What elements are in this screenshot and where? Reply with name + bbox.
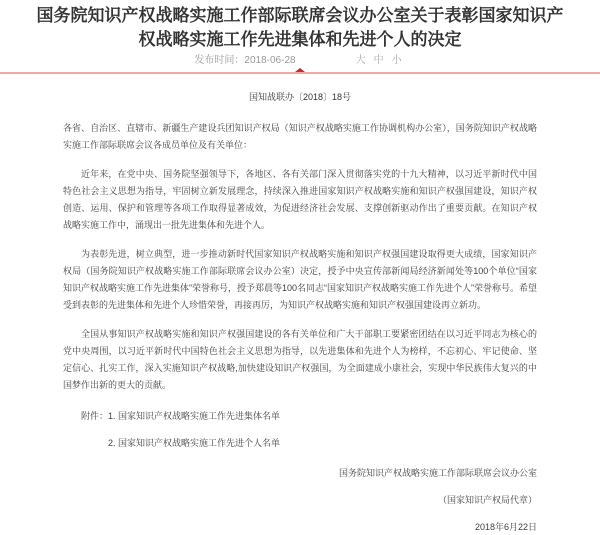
attachments-label: 附件： bbox=[81, 411, 109, 421]
font-size-small-button[interactable]: 小 bbox=[391, 54, 402, 66]
attachment-item-2: 2. 国家知识产权战略实施工作先进个人名单 bbox=[108, 438, 281, 448]
publish-date-label: 发布时间： bbox=[194, 54, 245, 66]
paragraph-3: 全国从事知识产权战略实施和知识产权强国建设的各有关单位和广大干部职工要紧密团结在以习近平同志为核心的党中央周围，以习近平新时代中国特色社会主义思想为指导，以先进集体和先进个人为榜样，不忘初心、牢记使命、坚定信心、扎实工作，深入实施知识产权战略,加快建设知识产权强国，为全面建成小康社会，实现中华民族伟大复兴的中国梦作出新的更大的贡献。 bbox=[63, 329, 537, 390]
signature-seal-note: （国家知识产权局代章） bbox=[437, 495, 537, 505]
attachment-item-1: 1. 国家知识产权战略实施工作先进集体名单 bbox=[108, 411, 281, 421]
meta-bar bbox=[0, 52, 600, 64]
divider-marker-icon bbox=[295, 68, 305, 72]
attachment-line-2 bbox=[63, 435, 537, 452]
signature-date: 2018年6月22日 bbox=[474, 522, 537, 532]
signature-block bbox=[63, 465, 537, 535]
section-divider bbox=[0, 72, 600, 74]
document-number: 国知战联办〔2018〕18号 bbox=[248, 92, 352, 102]
attachment-line-1 bbox=[63, 408, 537, 425]
paragraph-1: 近年来，在党中央、国务院坚强领导下，各地区、各有关部门深入贯彻落实党的十九大精神，以习近平新时代中国特色社会主义思想为指导，牢固树立新发展理念，持续深入推进国家知识产权战略实施和知识产权强国建设，知识产权创造、运用、保护和管理等各项工作取得显著成效，为促进经济社会发展、支撑创新驱动作出了重要贡献。在知识产权战略实施工作中，涌现出一批先进集体和先进个人。 bbox=[63, 169, 537, 230]
article-body bbox=[0, 89, 600, 535]
font-size-large-button[interactable]: 大 bbox=[355, 54, 366, 66]
publish-date-value: 2018-06-28 bbox=[244, 54, 296, 66]
font-size-controls bbox=[352, 51, 406, 66]
paragraph-2: 为表彰先进，树立典型，进一步推动新时代国家知识产权战略实施和知识产权强国建设取得更大成绩，国家知识产权局（国务院知识产权战略实施工作部际联席会议办公室）决定，授予中央宣传部新闻局经济新闻处等100个单位“国家知识产权战略实施工作先进集体”荣誉称号，授予郑晨等100名同志“国家知识产权战略实施工作先进个人”荣誉称号。希望受到表彰的先进集体和先进个人珍惜荣誉，再接再厉，为知识产权战略实施和知识产权强国建设再立新功。 bbox=[63, 249, 538, 310]
font-size-medium-button[interactable]: 中 bbox=[373, 54, 384, 66]
publish-date bbox=[194, 51, 295, 66]
article-title: 国务院知识产权战略实施工作部际联席会议办公室关于表彰国家知识产权战略实施工作先进集体和先进个人的决定 bbox=[36, 6, 564, 49]
salutation: 各省、自治区、直辖市、新疆生产建设兵团知识产权局（知识产权战略实施工作协调机构办公室），国务院知识产权战略实施工作部际联席会议各成员单位及有关单位： bbox=[63, 123, 537, 150]
signature-office: 国务院知识产权战略实施工作部际联席会议办公室 bbox=[338, 468, 537, 478]
